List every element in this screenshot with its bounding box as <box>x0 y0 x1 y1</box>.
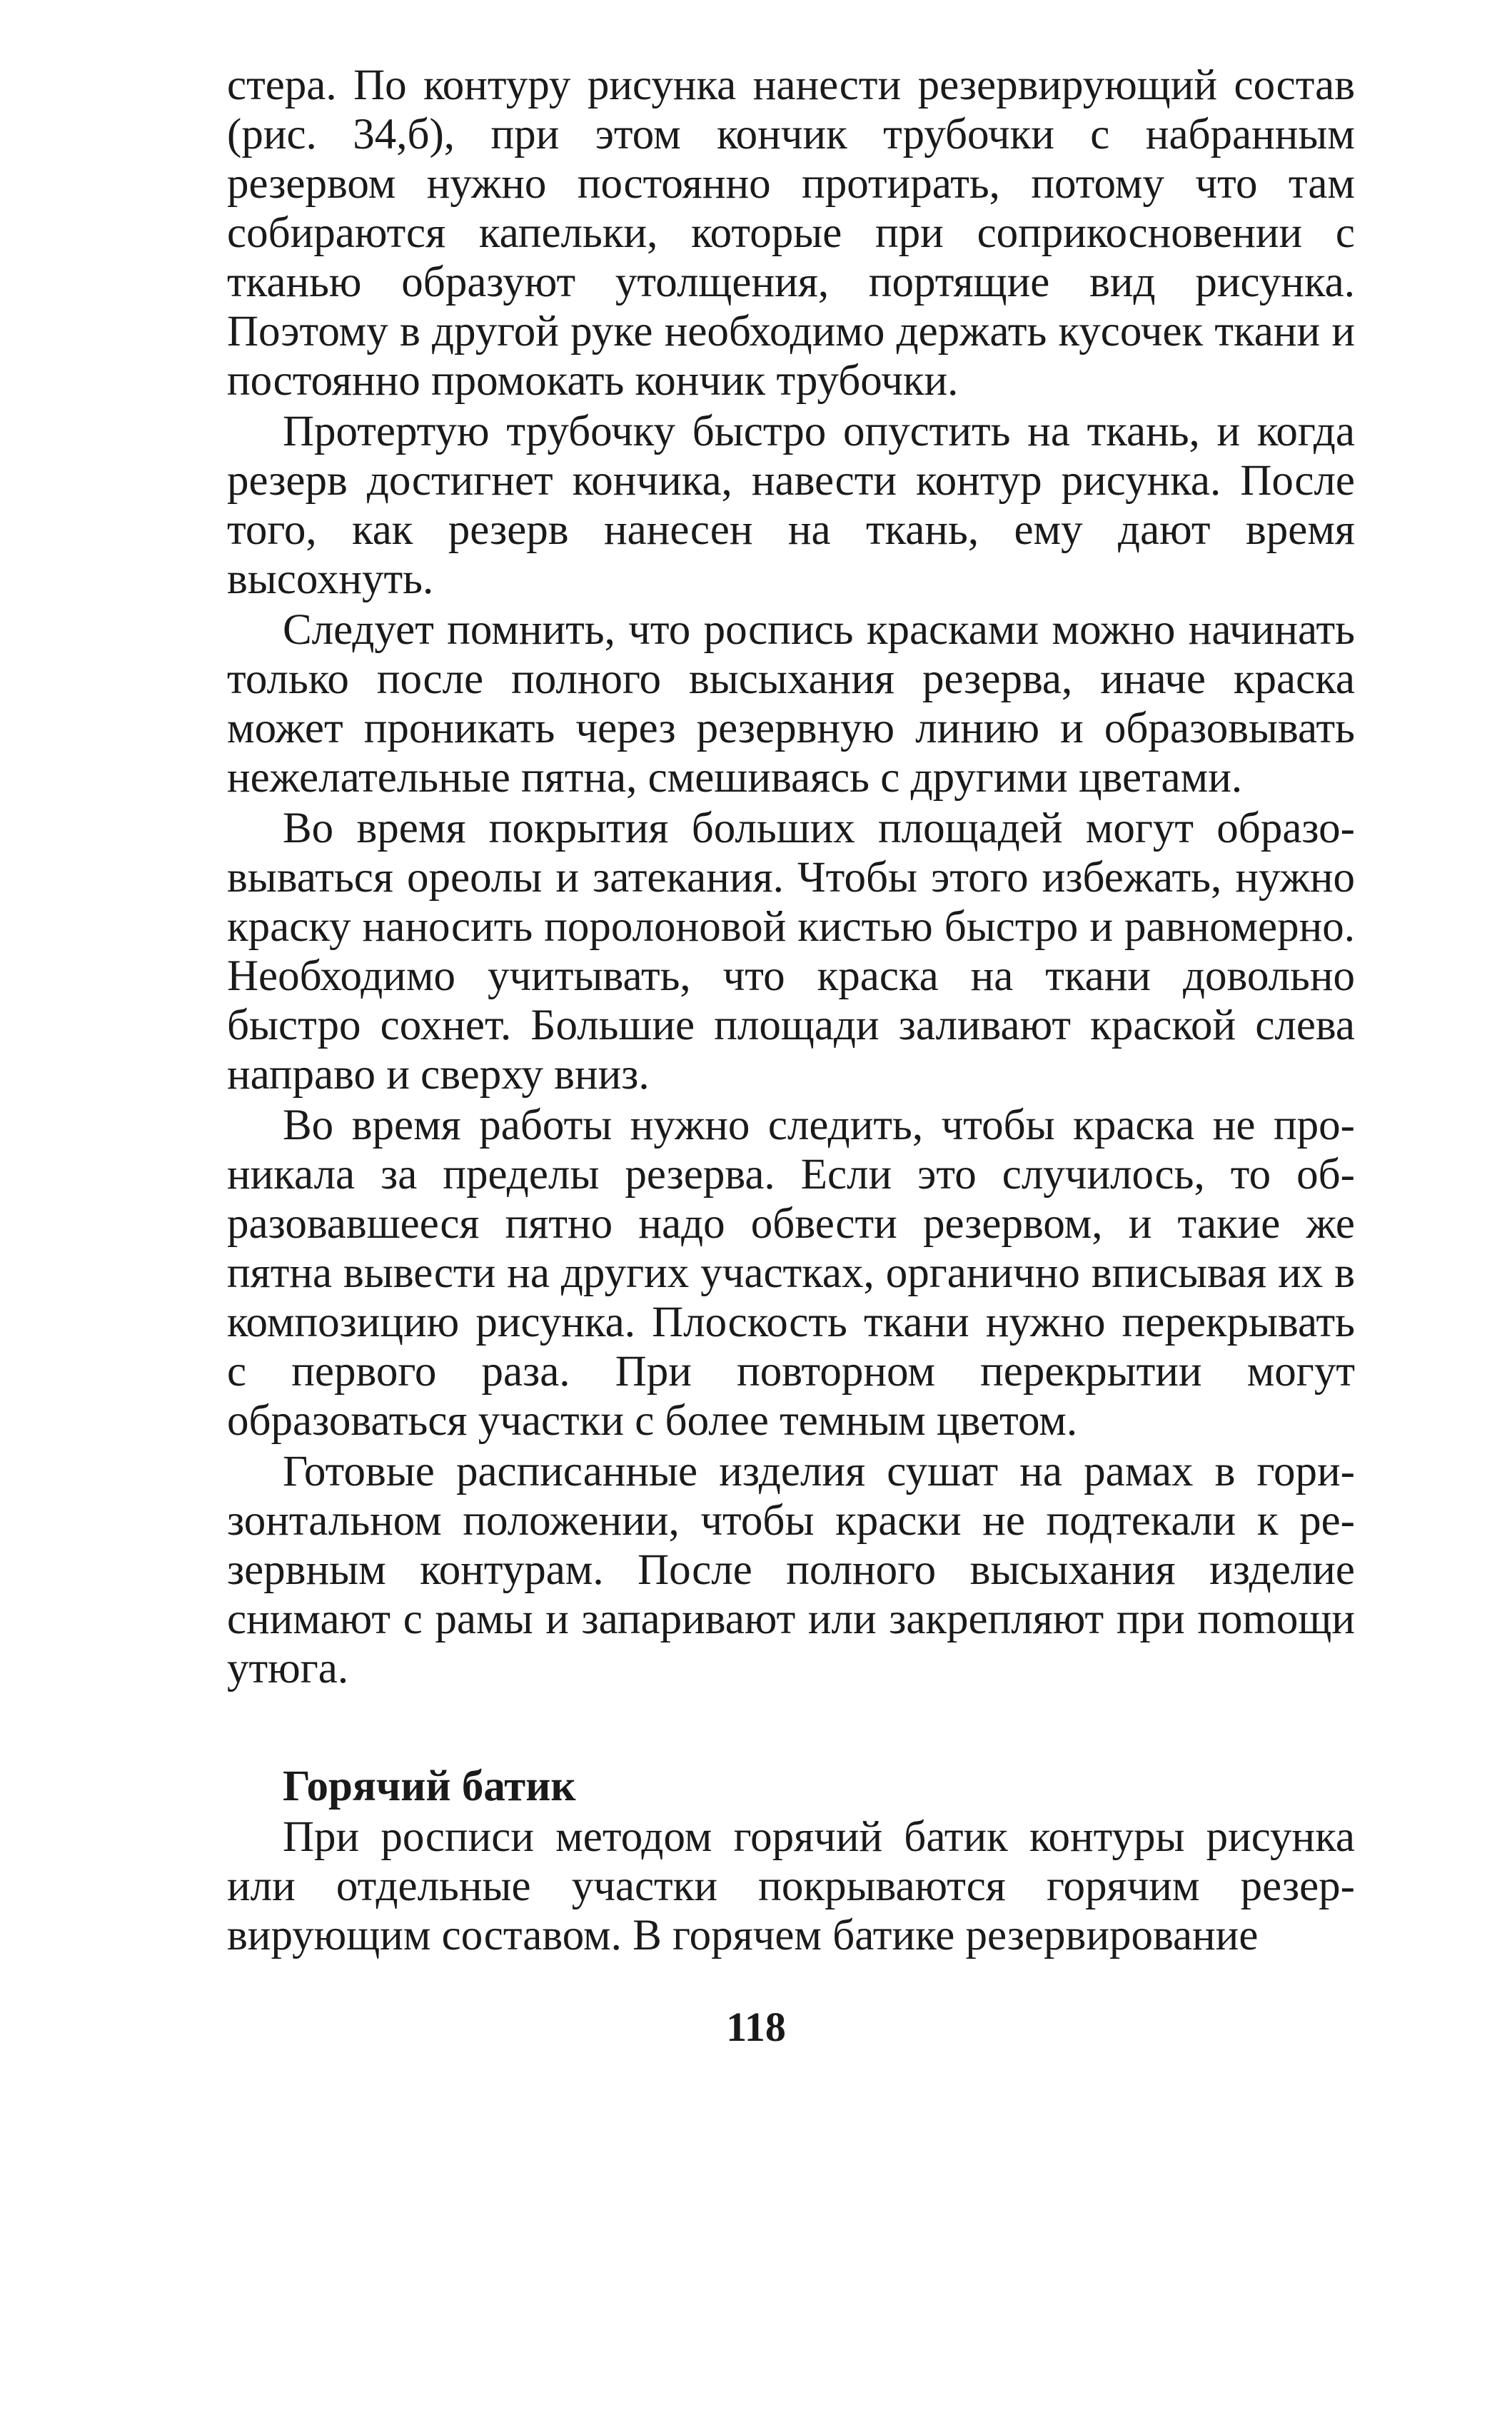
page-body <box>227 61 1355 1962</box>
paragraph-6: Готовые расписанные изделия сушат на рамах в горизонтальном положении, чтобы краски не подтекали к резервным контурам. После полного высыхания изделие снимают с рамы и запаривают или закрепляют при поmощи утюга. <box>227 1448 1355 1692</box>
paragraph-1: стера. По контуру рисунка нанести резервирующий состав (рис. 34,б), при этом кончик трубочки с набранным резервом нужно постоянно протирать, потому что там собираются капельки, которые при соприкосновении с тканью образуют утолщения, портящие вид рисунка. Поэтому в другой руке необходимо держать кусочек ткани и постоянно промокать кончик трубочки. <box>227 61 1355 405</box>
paragraph-3: Следует помнить, что роспись красками можно начинать только после полного высыхания резерва, иначе краска может проникать через резервную линию и образовывать нежелательные пятна, смешиваясь с другими цветами. <box>227 606 1355 802</box>
paragraph-2: Протертую трубочку быстро опустить на ткань, и когда резерв достигнет кончика, навести контур рисунка. После того, как резерв нанесен на ткань, ему дают время высохнуть. <box>227 408 1355 603</box>
section-heading: Горячий батик <box>283 1762 576 1810</box>
section-paragraph: При росписи методом горячий батик контуры рисунка или отдельные участки покрываются горячим резервирующим составом. В горячем батике резервирование <box>227 1813 1355 1959</box>
page-number: 118 <box>726 2004 786 2050</box>
paragraph-4: Во время покрытия больших площадей могут образовываться ореолы и затекания. Чтобы этого избежать, нужно краску наносить поролоновой кистью быстро и равномерно. Необходимо учитывать, что краска на ткани довольно быстро сохнет. Большие площади заливают краской слева направо и сверху вниз. <box>227 804 1355 1099</box>
paragraph-5: Во время работы нужно следить, чтобы краска не проникала за пределы резерва. Если это случилось, то образовавшееся пятно надо обвести резервом, и такие же пятна вывести на других участках, органично вписывая их в композицию рисунка. Плоскость ткани нужно перекрывать с первого раза. При повторном перекрытии могут образоваться участки с более темным цветом. <box>227 1101 1355 1445</box>
